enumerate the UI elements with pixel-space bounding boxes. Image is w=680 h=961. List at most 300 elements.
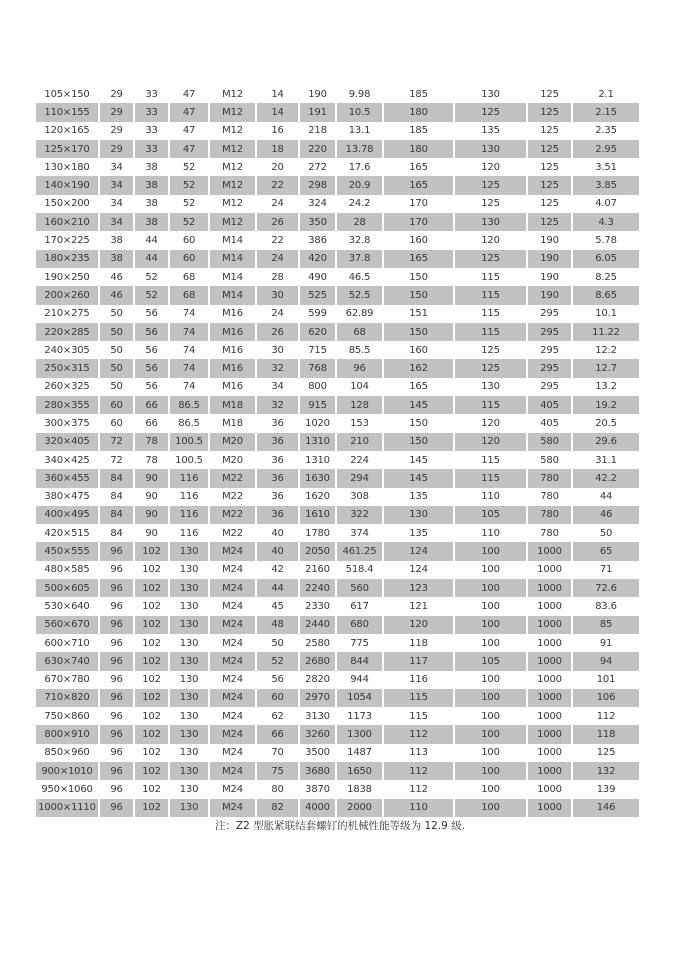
table-cell: 96: [98, 597, 133, 615]
table-cell: 102: [133, 579, 168, 597]
table-cell: M22: [208, 469, 255, 487]
table-cell: 150: [382, 414, 453, 432]
table-cell: 47: [168, 103, 208, 121]
table-cell: 130: [453, 140, 526, 158]
table-cell: M16: [208, 359, 255, 377]
table-cell: 224: [335, 451, 382, 469]
table-cell: 374: [335, 524, 382, 542]
table-row: [36, 707, 639, 725]
table-cell: 102: [133, 744, 168, 762]
table-cell: 1000: [526, 579, 571, 597]
table-row: [36, 341, 639, 359]
table-cell: 130: [168, 652, 208, 670]
table-cell: 130: [168, 561, 208, 579]
table-cell: 4.3: [571, 213, 639, 231]
table-cell: M20: [208, 433, 255, 451]
table-cell: 775: [335, 634, 382, 652]
table-cell: 295: [526, 323, 571, 341]
table-cell: 180: [382, 140, 453, 158]
table-cell: 100.5: [168, 451, 208, 469]
table-cell: 38: [133, 195, 168, 213]
table-cell: 96: [98, 707, 133, 725]
table-cell: 2.15: [571, 103, 639, 121]
table-row: [36, 158, 639, 176]
table-cell: 518.4: [335, 561, 382, 579]
table-cell: 90: [133, 488, 168, 506]
table-cell: 112: [382, 780, 453, 798]
table-cell: 151: [382, 305, 453, 323]
table-cell: 490: [298, 268, 335, 286]
table-cell: 110: [382, 799, 453, 817]
table-row: [36, 103, 639, 121]
table-cell: 190: [526, 250, 571, 268]
table-cell: 170: [382, 195, 453, 213]
table-cell: M14: [208, 286, 255, 304]
table-cell: 18: [255, 140, 298, 158]
table-cell: 34: [98, 158, 133, 176]
table-cell: 800×910: [36, 725, 98, 743]
table-cell: 112: [382, 725, 453, 743]
table-cell: 52.5: [335, 286, 382, 304]
table-cell: 295: [526, 359, 571, 377]
table-cell: M24: [208, 780, 255, 798]
table-cell: 91: [571, 634, 639, 652]
table-cell: 28: [255, 268, 298, 286]
table-cell: 96: [98, 561, 133, 579]
table-cell: 45: [255, 597, 298, 615]
table-cell: 360×455: [36, 469, 98, 487]
table-cell: 75: [255, 762, 298, 780]
table-cell: 102: [133, 634, 168, 652]
table-row: [36, 744, 639, 762]
table-cell: 8.65: [571, 286, 639, 304]
table-cell: 86.5: [168, 414, 208, 432]
table-row: [36, 762, 639, 780]
table-cell: 85.5: [335, 341, 382, 359]
table-cell: 19.2: [571, 396, 639, 414]
table-cell: M16: [208, 378, 255, 396]
table-cell: 48: [255, 616, 298, 634]
table-cell: 110: [453, 524, 526, 542]
table-row: [36, 323, 639, 341]
table-cell: 100: [453, 725, 526, 743]
table-cell: 780: [526, 524, 571, 542]
table-cell: 120: [382, 616, 453, 634]
table-cell: 450×555: [36, 542, 98, 560]
table-cell: 96: [98, 799, 133, 817]
table-row: [36, 268, 639, 286]
table-cell: 66: [133, 414, 168, 432]
table-row: [36, 725, 639, 743]
table-cell: 71: [571, 561, 639, 579]
table-cell: 96: [98, 652, 133, 670]
table-cell: 2.95: [571, 140, 639, 158]
table-cell: 160: [382, 231, 453, 249]
spec-table: [36, 85, 639, 817]
table-cell: 1173: [335, 707, 382, 725]
table-row: [36, 195, 639, 213]
table-cell: 140×190: [36, 176, 98, 194]
table-cell: 101: [571, 671, 639, 689]
table-cell: 125: [526, 158, 571, 176]
table-cell: 68: [335, 323, 382, 341]
table-cell: 102: [133, 542, 168, 560]
table-cell: 124: [382, 561, 453, 579]
table-cell: 29: [98, 122, 133, 140]
table-cell: 191: [298, 103, 335, 121]
table-cell: 145: [382, 469, 453, 487]
table-cell: 115: [453, 469, 526, 487]
table-cell: 90: [133, 469, 168, 487]
table-row: [36, 616, 639, 634]
table-cell: 24.2: [335, 195, 382, 213]
table-cell: 52: [255, 652, 298, 670]
table-cell: 96: [98, 542, 133, 560]
table-cell: 125: [526, 213, 571, 231]
table-cell: 110×155: [36, 103, 98, 121]
table-cell: 78: [133, 451, 168, 469]
table-row: [36, 469, 639, 487]
table-cell: 120: [453, 231, 526, 249]
table-cell: 165: [382, 378, 453, 396]
table-cell: 14: [255, 103, 298, 121]
table-cell: 60: [168, 250, 208, 268]
table-row: [36, 579, 639, 597]
table-cell: 100: [453, 597, 526, 615]
table-cell: 44: [255, 579, 298, 597]
table-cell: 68: [168, 268, 208, 286]
table-cell: 52: [168, 213, 208, 231]
table-cell: M12: [208, 103, 255, 121]
table-cell: 125: [453, 341, 526, 359]
table-cell: 130: [453, 213, 526, 231]
table-cell: 60: [98, 414, 133, 432]
table-row: [36, 140, 639, 158]
table-cell: 130: [382, 506, 453, 524]
table-cell: M12: [208, 158, 255, 176]
table-cell: M24: [208, 561, 255, 579]
table-cell: 96: [335, 359, 382, 377]
table-cell: 210: [335, 433, 382, 451]
table-cell: 1000×1110: [36, 799, 98, 817]
table-cell: 915: [298, 396, 335, 414]
table-cell: 26: [255, 213, 298, 231]
table-cell: 4.07: [571, 195, 639, 213]
table-cell: 1000: [526, 652, 571, 670]
table-cell: 47: [168, 122, 208, 140]
table-cell: 120×165: [44, 125, 90, 137]
table-cell: 2050: [298, 542, 335, 560]
table-cell: 30: [255, 286, 298, 304]
table-cell: 84: [98, 488, 133, 506]
table-cell: 12.7: [571, 359, 639, 377]
table-cell: 1310: [298, 451, 335, 469]
table-cell: 125: [453, 250, 526, 268]
table-cell: 3260: [298, 725, 335, 743]
table-cell: 100: [453, 542, 526, 560]
table-cell: 115: [382, 707, 453, 725]
table-cell: 405: [526, 396, 571, 414]
table-cell: 10.1: [571, 305, 639, 323]
table-cell: 950×1060: [41, 783, 93, 795]
table-cell: 165: [382, 250, 453, 268]
table-cell: 72: [98, 433, 133, 451]
table-cell: 220×285: [36, 323, 98, 341]
table-cell: 3.85: [571, 176, 639, 194]
table-row: [36, 597, 639, 615]
table-row: [36, 85, 639, 103]
table-cell: 165: [382, 176, 453, 194]
table-cell: 70: [255, 744, 298, 762]
table-cell: 24: [255, 250, 298, 268]
table-cell: 1000: [526, 542, 571, 560]
table-cell: 944: [335, 671, 382, 689]
table-cell: 74: [168, 359, 208, 377]
table-cell: 139: [571, 780, 639, 798]
table-cell: 56: [255, 671, 298, 689]
table-cell: 160×210: [36, 213, 98, 231]
table-cell: 250×315: [36, 359, 98, 377]
table-cell: 115: [453, 451, 526, 469]
table-cell: 580: [526, 433, 571, 451]
table-cell: 94: [571, 652, 639, 670]
table-cell: 185: [382, 85, 453, 103]
table-cell: 62.89: [335, 305, 382, 323]
table-cell: 24: [255, 305, 298, 323]
table-cell: 96: [98, 634, 133, 652]
table-cell: 24: [255, 195, 298, 213]
table-cell: 405: [526, 414, 571, 432]
table-cell: M24: [208, 634, 255, 652]
table-cell: 36: [255, 506, 298, 524]
table-cell: 106: [571, 689, 639, 707]
table-cell: 100: [453, 579, 526, 597]
table-cell: 1000: [526, 707, 571, 725]
table-cell: 38: [133, 176, 168, 194]
table-cell: 400×495: [36, 506, 98, 524]
table-cell: 125: [453, 359, 526, 377]
table-cell: 1000: [526, 780, 571, 798]
table-cell: 1000: [526, 616, 571, 634]
table-cell: 350: [298, 213, 335, 231]
table-cell: 420×515: [44, 527, 90, 539]
table-cell: 3500: [298, 744, 335, 762]
table-cell: M18: [208, 396, 255, 414]
table-cell: 150: [382, 286, 453, 304]
table-cell: 295: [526, 341, 571, 359]
table-cell: 620: [298, 323, 335, 341]
table-cell: 180×235: [36, 250, 98, 268]
table-cell: 102: [133, 561, 168, 579]
table-cell: 128: [335, 396, 382, 414]
table-cell: M24: [208, 579, 255, 597]
table-cell: 74: [168, 323, 208, 341]
table-cell: 117: [382, 652, 453, 670]
table-cell: 116: [168, 469, 208, 487]
table-cell: 38: [133, 158, 168, 176]
table-cell: 29: [98, 85, 133, 103]
table-cell: M24: [208, 616, 255, 634]
table-cell: 170: [382, 213, 453, 231]
table-cell: 800: [298, 378, 335, 396]
table-cell: 480×585: [44, 564, 90, 576]
table-cell: 96: [98, 762, 133, 780]
table-cell: 1780: [298, 524, 335, 542]
table-cell: 1487: [335, 744, 382, 762]
table-cell: 130: [168, 616, 208, 634]
table-cell: M12: [208, 140, 255, 158]
table-cell: M14: [208, 250, 255, 268]
table-footnote: 注：Z2 型胀紧联结套螺钉的机械性能等级为 12.9 级.: [214, 820, 466, 832]
table-cell: 780: [526, 506, 571, 524]
table-cell: 8.25: [571, 268, 639, 286]
table-cell: 11.22: [571, 323, 639, 341]
table-cell: 116: [168, 524, 208, 542]
table-cell: 36: [255, 433, 298, 451]
table-cell: 135: [453, 122, 526, 140]
table-cell: 2000: [335, 799, 382, 817]
table-cell: 52: [168, 195, 208, 213]
table-cell: 3680: [298, 762, 335, 780]
table-cell: 210×275: [44, 308, 90, 320]
table-cell: 96: [98, 780, 133, 798]
table-cell: M12: [208, 85, 255, 103]
table-cell: 52: [168, 176, 208, 194]
table-cell: M24: [208, 744, 255, 762]
table-cell: 165: [382, 158, 453, 176]
table-cell: 42.2: [571, 469, 639, 487]
table-cell: 1000: [526, 725, 571, 743]
table-cell: 13.78: [335, 140, 382, 158]
table-cell: 130: [453, 85, 526, 103]
table-cell: 120: [453, 433, 526, 451]
table-cell: 710×820: [36, 689, 98, 707]
table-cell: 125: [526, 122, 571, 140]
table-cell: 100: [453, 780, 526, 798]
table-cell: 2680: [298, 652, 335, 670]
table-cell: M24: [208, 597, 255, 615]
table-cell: 630×740: [36, 652, 98, 670]
table-cell: 86.5: [168, 396, 208, 414]
table-cell: 125: [453, 103, 526, 121]
table-cell: 100: [453, 707, 526, 725]
table-cell: 1630: [298, 469, 335, 487]
table-cell: 1620: [298, 488, 335, 506]
table-cell: 130: [168, 762, 208, 780]
table-cell: 190: [298, 85, 335, 103]
table-cell: 36: [255, 469, 298, 487]
table-row: [36, 506, 639, 524]
table-cell: 100: [453, 762, 526, 780]
table-cell: 125: [453, 195, 526, 213]
table-cell: 2440: [298, 616, 335, 634]
table-cell: M24: [208, 689, 255, 707]
table-cell: 132: [571, 762, 639, 780]
table-cell: M24: [208, 707, 255, 725]
table-cell: 102: [133, 780, 168, 798]
table-cell: 46: [98, 268, 133, 286]
table-cell: 104: [335, 378, 382, 396]
table-cell: 56: [133, 359, 168, 377]
table-cell: 130: [168, 542, 208, 560]
table-cell: 6.05: [571, 250, 639, 268]
table-cell: 96: [98, 689, 133, 707]
table-cell: 190: [526, 231, 571, 249]
table-cell: 72.6: [571, 579, 639, 597]
table-cell: 105: [453, 652, 526, 670]
table-cell: 102: [133, 671, 168, 689]
table-cell: 322: [335, 506, 382, 524]
table-cell: 102: [133, 597, 168, 615]
table-row: [36, 524, 639, 542]
table-cell: 102: [133, 652, 168, 670]
table-cell: 33: [133, 122, 168, 140]
table-cell: 46: [98, 286, 133, 304]
table-cell: 50: [255, 634, 298, 652]
table-cell: 34: [98, 213, 133, 231]
table-cell: 2.35: [571, 122, 639, 140]
table-cell: 130: [453, 378, 526, 396]
table-row: [36, 396, 639, 414]
table-cell: 40: [255, 542, 298, 560]
table-cell: 110: [453, 488, 526, 506]
table-cell: 13.1: [335, 122, 382, 140]
table-cell: M16: [208, 305, 255, 323]
table-cell: 100: [453, 744, 526, 762]
table-cell: 96: [98, 579, 133, 597]
table-cell: 670×780: [44, 674, 90, 686]
table-cell: M22: [208, 524, 255, 542]
table-cell: 125: [571, 744, 639, 762]
table-row: [36, 305, 639, 323]
table-cell: 105: [453, 506, 526, 524]
table-cell: 125: [526, 176, 571, 194]
table-cell: 190: [526, 268, 571, 286]
table-cell: 135: [382, 488, 453, 506]
table-cell: 2970: [298, 689, 335, 707]
table-cell: 386: [298, 231, 335, 249]
table-cell: 83.6: [571, 597, 639, 615]
table-cell: 4000: [298, 799, 335, 817]
table-cell: 146: [571, 799, 639, 817]
table-row: [36, 671, 639, 689]
table-cell: M12: [208, 122, 255, 140]
table-cell: M18: [208, 414, 255, 432]
table-cell: 22: [255, 231, 298, 249]
table-cell: 280×355: [36, 396, 98, 414]
table-cell: 461.25: [335, 542, 382, 560]
table-cell: 52: [168, 158, 208, 176]
table-cell: M24: [208, 799, 255, 817]
table-cell: 130: [168, 799, 208, 817]
table-cell: 12.2: [571, 341, 639, 359]
table-cell: 29: [98, 140, 133, 158]
table-cell: 1000: [526, 799, 571, 817]
table-cell: 26: [255, 323, 298, 341]
table-cell: 42: [255, 561, 298, 579]
table-cell: 36: [255, 414, 298, 432]
table-row: [36, 231, 639, 249]
table-cell: 36: [255, 451, 298, 469]
table-cell: 96: [98, 616, 133, 634]
table-cell: 750×860: [44, 710, 90, 722]
table-cell: 62: [255, 707, 298, 725]
table-cell: 38: [98, 231, 133, 249]
table-cell: 47: [168, 85, 208, 103]
table-cell: 1610: [298, 506, 335, 524]
table-cell: 46: [571, 506, 639, 524]
table-cell: 780: [526, 488, 571, 506]
